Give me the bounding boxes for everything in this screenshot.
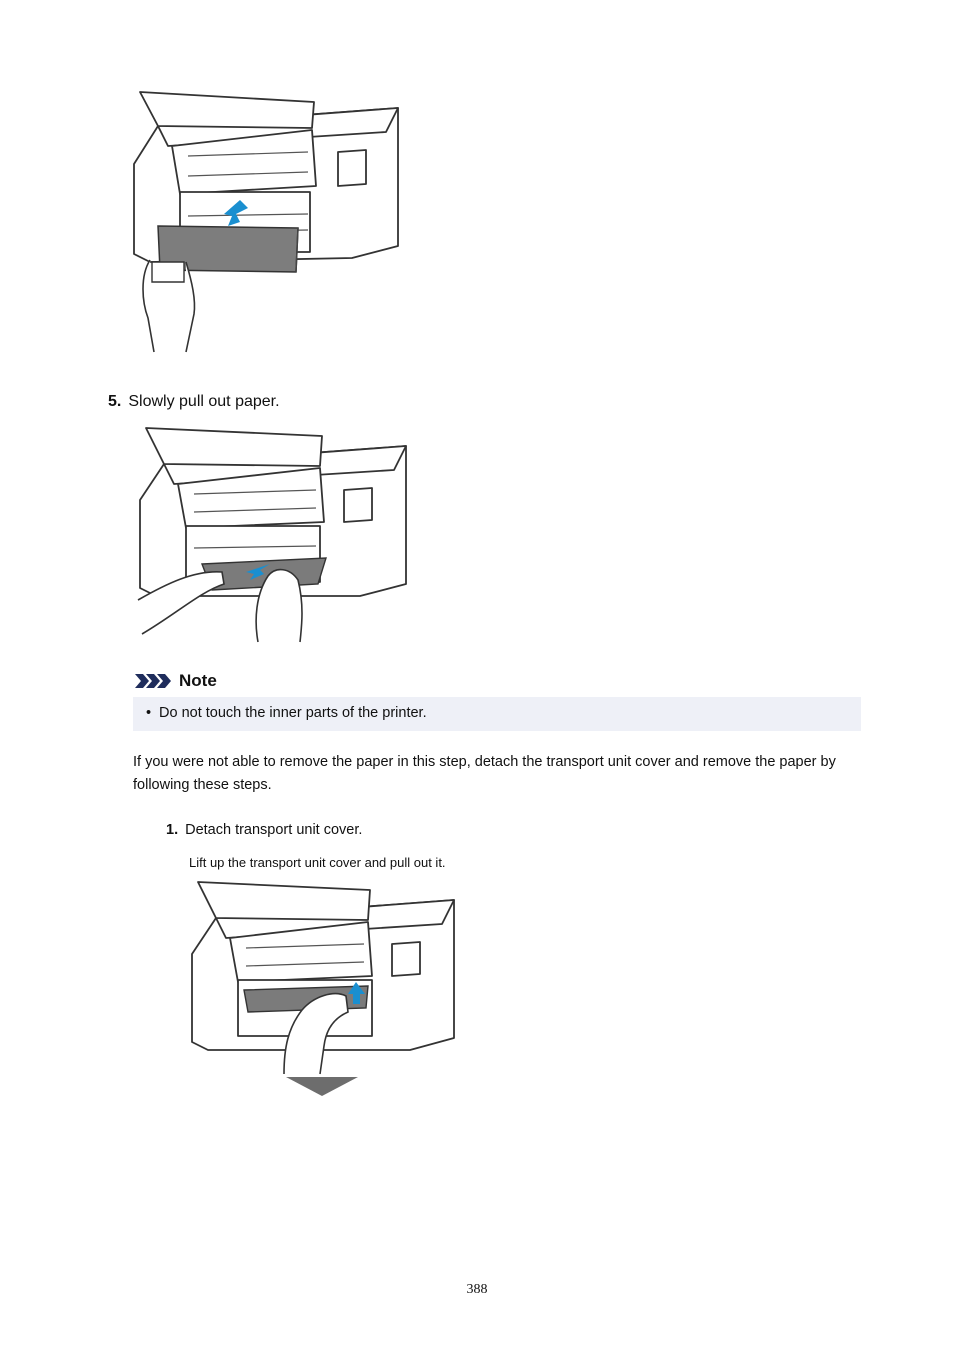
printer-illustration-pull-out-paper xyxy=(136,424,416,646)
step-text: Slowly pull out paper. xyxy=(128,393,280,410)
substep-text: Detach transport unit cover. xyxy=(185,822,363,838)
step-5 xyxy=(108,393,280,411)
note-chevrons-icon xyxy=(133,672,173,690)
down-arrow-icon xyxy=(286,1077,358,1102)
note-box xyxy=(133,697,861,731)
substep-1-description: Lift up the transport unit cover and pull out it. xyxy=(189,855,446,870)
page-number: 388 xyxy=(466,1282,488,1297)
substep-number: 1. xyxy=(166,822,179,838)
step-number: 5. xyxy=(108,393,122,410)
note-title: Note xyxy=(179,671,217,690)
substep-1 xyxy=(166,822,362,838)
note-header xyxy=(133,670,217,692)
printer-illustration-remove-transport-unit xyxy=(128,86,408,358)
instruction-paragraph: If you were not able to remove the paper in this step, detach the transport unit cover and remove the paper by following these steps. xyxy=(133,754,836,793)
note-item: • Do not touch the inner parts of the printer. xyxy=(159,705,427,721)
printer-illustration-lift-cover xyxy=(188,878,460,1076)
